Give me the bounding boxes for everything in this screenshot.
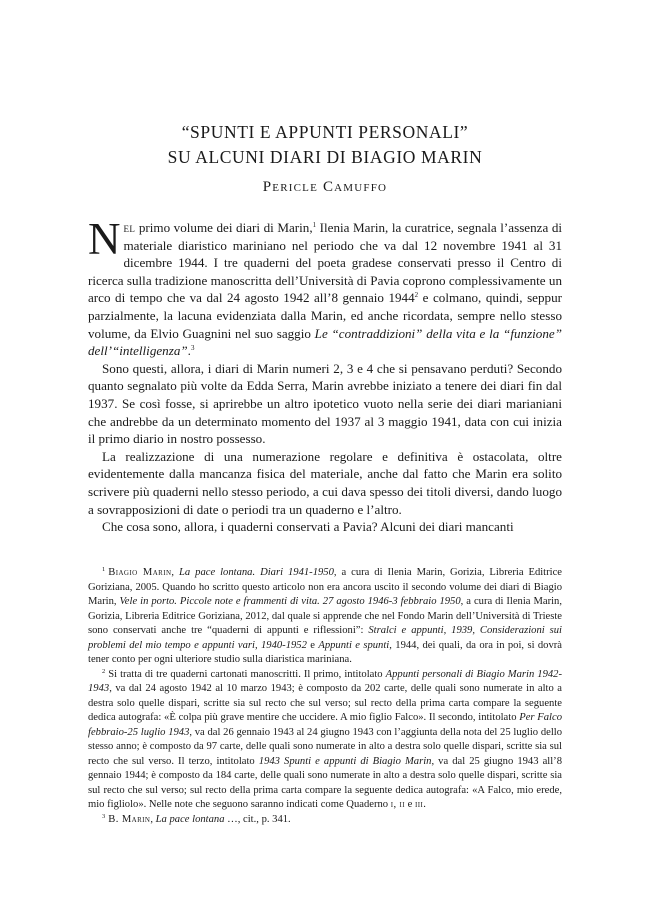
title-line-1: “SPUNTI E APPUNTI PERSONALI” [181, 122, 469, 142]
title-line-2: SU ALCUNI DIARI DI BIAGIO MARIN [167, 147, 483, 167]
drop-cap: N [88, 214, 121, 264]
author-name: Pericle Camuffo [262, 179, 388, 195]
article-title [0, 120, 650, 170]
paragraph-2: Sono questi, allora, i diari di Marin numeri 2, 3 e 4 che si pensavano perduti? Secondo quanto segnalato più volte da Edda Serra, Marin avrebbe iniziato a tenere dei diari fin dal 1937. Se così fosse, si aprirebbe un altro ipotetico vuoto nella serie dei diari marianiani che andrebbe da un determinato momento del 1937 al 3 maggio 1941, data con cui inizia il primo diario in nostro possesso. [88, 360, 562, 447]
footnote-number: 3 [102, 812, 106, 820]
footnote-ref-2[interactable]: 2 [414, 291, 419, 300]
article-body [88, 214, 563, 536]
footnote-3: $^3$ B. Marin, La pace lontana …, cit., p. 341. [102, 812, 291, 825]
footnote-1: $^1$ Biagio Marin, La pace lontana. Diari 1941-1950, a cura di Ilenia Marin, Gorizia, Libreria Editrice Goriziana, 2005. Quando ho scritto questo articolo non era ancora uscito il secondo volume dei diari di Biagio Marin, Vele in porto. Piccole note e frammenti di vita. 27 agosto 1946-3 febbraio 1950, a cura di Ilenia Marin, Gorizia, Libreria Editrice Goriziana, 2012, dal quale si apprende che nel Fondo Marin dell’Università di Trieste sono conservati anche tre “quaderni di appunti e riflessioni”: Stralci e appunti, 1939, Considerazioni sui problemi del mio tempo e appunti vari, 1940-1952 e Appunti e spunti, 1944, dei quali, da ora in poi, si dovrà tener conto per ogni ulteriore studio sulla diaristica mariniana. [88, 566, 563, 665]
footnote-ref-3[interactable]: 3 [190, 344, 195, 353]
paragraph-3: La realizzazione di una numerazione regolare e definitiva è ostacolata, oltre evidentemente dalla mancanza fisica del materiale, anche dal fatto che Marin era solito scrivere più quaderni nello stesso periodo, a cui dava spesso dei titoli diversi, dando luogo a sovrapposizioni di date o periodi tra un quaderno e l’altro. [88, 448, 562, 517]
footnote-2: $^2$ Si tratta di tre quaderni cartonati manoscritti. Il primo, intitolato Appunti personali di Biagio Marin 1942-1943, va dal 24 agosto 1942 al 10 marzo 1943; è composto da 202 carte, delle quali sono numerate in alto a destra solo quelle dispari, scritte sia sul recto che sul verso; sul recto della prima carta compare la seguente dedica autografa: «È colpa più grave mentire che uccidere. A mio figlio Falco». Il secondo, intitolato Per Falco febbraio-25 luglio 1943, va dal 26 gennaio 1943 al 24 giugno 1943 con l’aggiunta della nota del 25 luglio dello stesso anno; è composto da 97 carte, delle quali sono numerate in alto a destra solo quelle dispari, scritte sia sul recto che sul verso. Il terzo, intitolato 1943 Spunti e appunti di Biagio Marin, va dal 25 giugno 1943 all’8 gennaio 1944; è composto da 184 carte, delle quali sono numerate in alto a destra solo quelle dispari, scritte sia sul recto che sul verso; sul recto della prima carta compare la seguente dedica autografa: «A Falco, mio erede, mio figliolo». Nelle note che seguono saranno indicati come Quaderno i, ii e iii. [88, 667, 563, 810]
footnote-ref-1[interactable]: 1 [312, 221, 317, 229]
footnotes [88, 566, 562, 827]
paragraph-4: Che cosa sono, allora, i quaderni conservati a Pavia? Alcuni dei diari mancanti [102, 519, 514, 535]
footnote-number: 2 [102, 667, 106, 675]
paragraph-1: Nel primo volume dei diari di Marin,$^1$ Ilenia Marin, la curatrice, segnala l’assenza di materiale diaristico mariniano nel periodo che va dal 12 novembre 1941 al 31 dicembre 1944. I tre quaderni del poeta gradese conservati presso il Centro di ricerca sulla tradizione manoscritta dell’Università di Pavia coprono complessivamente un arco di tempo che va dal 24 agosto 1942 all’8 gennaio 1944$^2$ e colmano, quindi, seppur parzialmente, la lacuna evidenziata dalla Marin, ed anche ricordata, sempre nello stesso volume, da Elvio Guagnini nel suo saggio Le “contraddizioni” della vita e la “funzione” dell’“intelligenza”.$^3$ [88, 214, 563, 359]
footnote-number: 1 [102, 566, 106, 573]
